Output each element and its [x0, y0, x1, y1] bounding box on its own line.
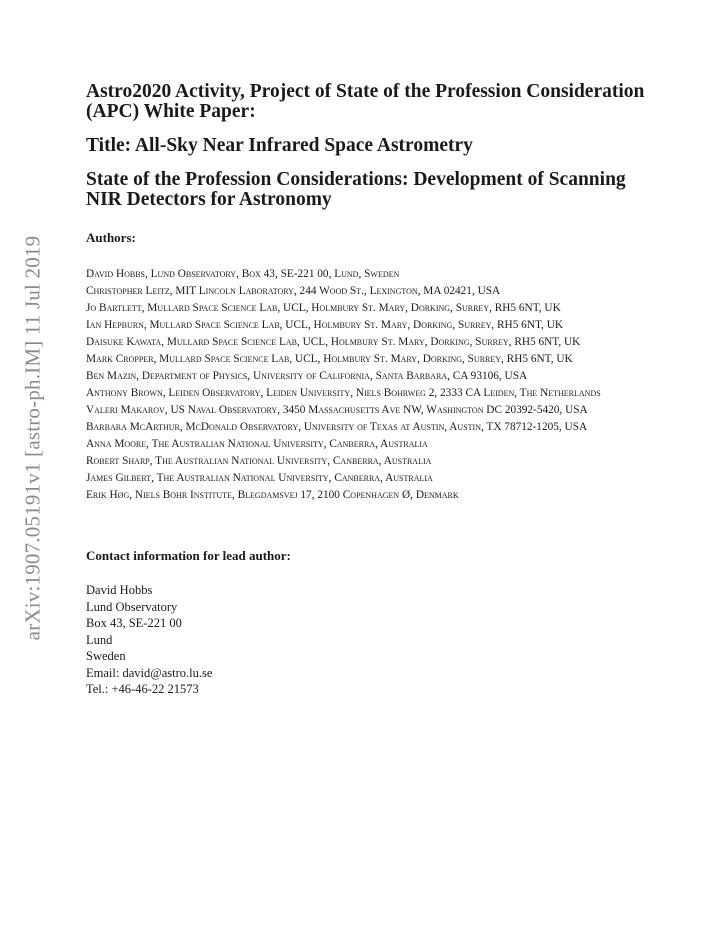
consideration-title: State of the Profession Considerations: Development of Scanning NIR Detectors for Astronomy [86, 169, 626, 210]
author-entry: Mark Cropper, Mullard Space Science Lab, UCL, Holmbury St. Mary, Dorking, Surrey, RH5 6NT, UK [86, 353, 573, 365]
contact-email: Email: david@astro.lu.se [86, 665, 213, 680]
author-entry: Robert Sharp, The Australian National University, Canberra, Australia [86, 455, 432, 467]
contact-telephone: Tel.: +46-46-22 21573 [86, 682, 199, 696]
author-entry: Ben Mazin, Department of Physics, University of California, Santa Barbara, CA 93106, USA [86, 370, 528, 382]
author-entry: David Hobbs, Lund Observatory, Box 43, SE-221 00, Lund, Sweden [86, 268, 400, 280]
author-entry: Daisuke Kawata, Mullard Space Science Lab, UCL, Holmbury St. Mary, Dorking, Surrey, RH5 6NT, UK [86, 336, 581, 348]
contact-block [86, 582, 646, 698]
author-entry: Barbara McArthur, McDonald Observatory, University of Texas at Austin, Austin, TX 78712-1205, USA [86, 421, 588, 433]
arxiv-id: arXiv:1907.05191v1 [astro-ph.IM] 11 Jul 2019 [20, 235, 45, 641]
arxiv-identifier-stamp [20, 235, 46, 641]
contact-box: Box 43, SE-221 00 [86, 616, 182, 630]
contact-organization: Lund Observatory [86, 599, 178, 614]
apc-title: Astro2020 Activity, Project of State of the Profession Consideration (APC) White Paper: [86, 81, 645, 122]
paper-title: Title: All-Sky Near Infrared Space Astrometry [86, 135, 473, 156]
author-entry: Ian Hepburn, Mullard Space Science Lab, UCL, Holmbury St. Mary, Dorking, Surrey, RH5 6NT, UK [86, 319, 564, 331]
contact-city: Lund [86, 632, 113, 647]
contact-label: Contact information for lead author: [86, 548, 291, 563]
author-entry: Anthony Brown, Leiden Observatory, Leiden University, Niels Bohrweg 2, 2333 CA Leiden, The Netherlands [86, 387, 601, 399]
paper-page [86, 82, 646, 698]
author-entry: James Gilbert, The Australian National University, Canberra, Australia [86, 472, 433, 484]
author-entry: Anna Moore, The Australian National University, Canberra, Australia [86, 438, 428, 450]
author-entry: Christopher Leitz, MIT Lincoln Laboratory, 244 Wood St., Lexington, MA 02421, USA [86, 285, 501, 297]
contact-name: David Hobbs [86, 583, 153, 597]
contact-country: Sweden [86, 649, 126, 663]
author-list [86, 266, 646, 504]
authors-label: Authors: [86, 230, 136, 245]
author-entry: Jo Bartlett, Mullard Space Science Lab, UCL, Holmbury St. Mary, Dorking, Surrey, RH5 6NT, UK [86, 302, 561, 314]
author-entry: Valeri Makarov, US Naval Observatory, 3450 Massachusetts Ave NW, Washington DC 20392-5420, USA [86, 404, 588, 416]
author-entry: Erik Høg, Niels Bohr Institute, Blegdamsvej 17, 2100 Copenhagen Ø, Denmark [86, 489, 459, 501]
